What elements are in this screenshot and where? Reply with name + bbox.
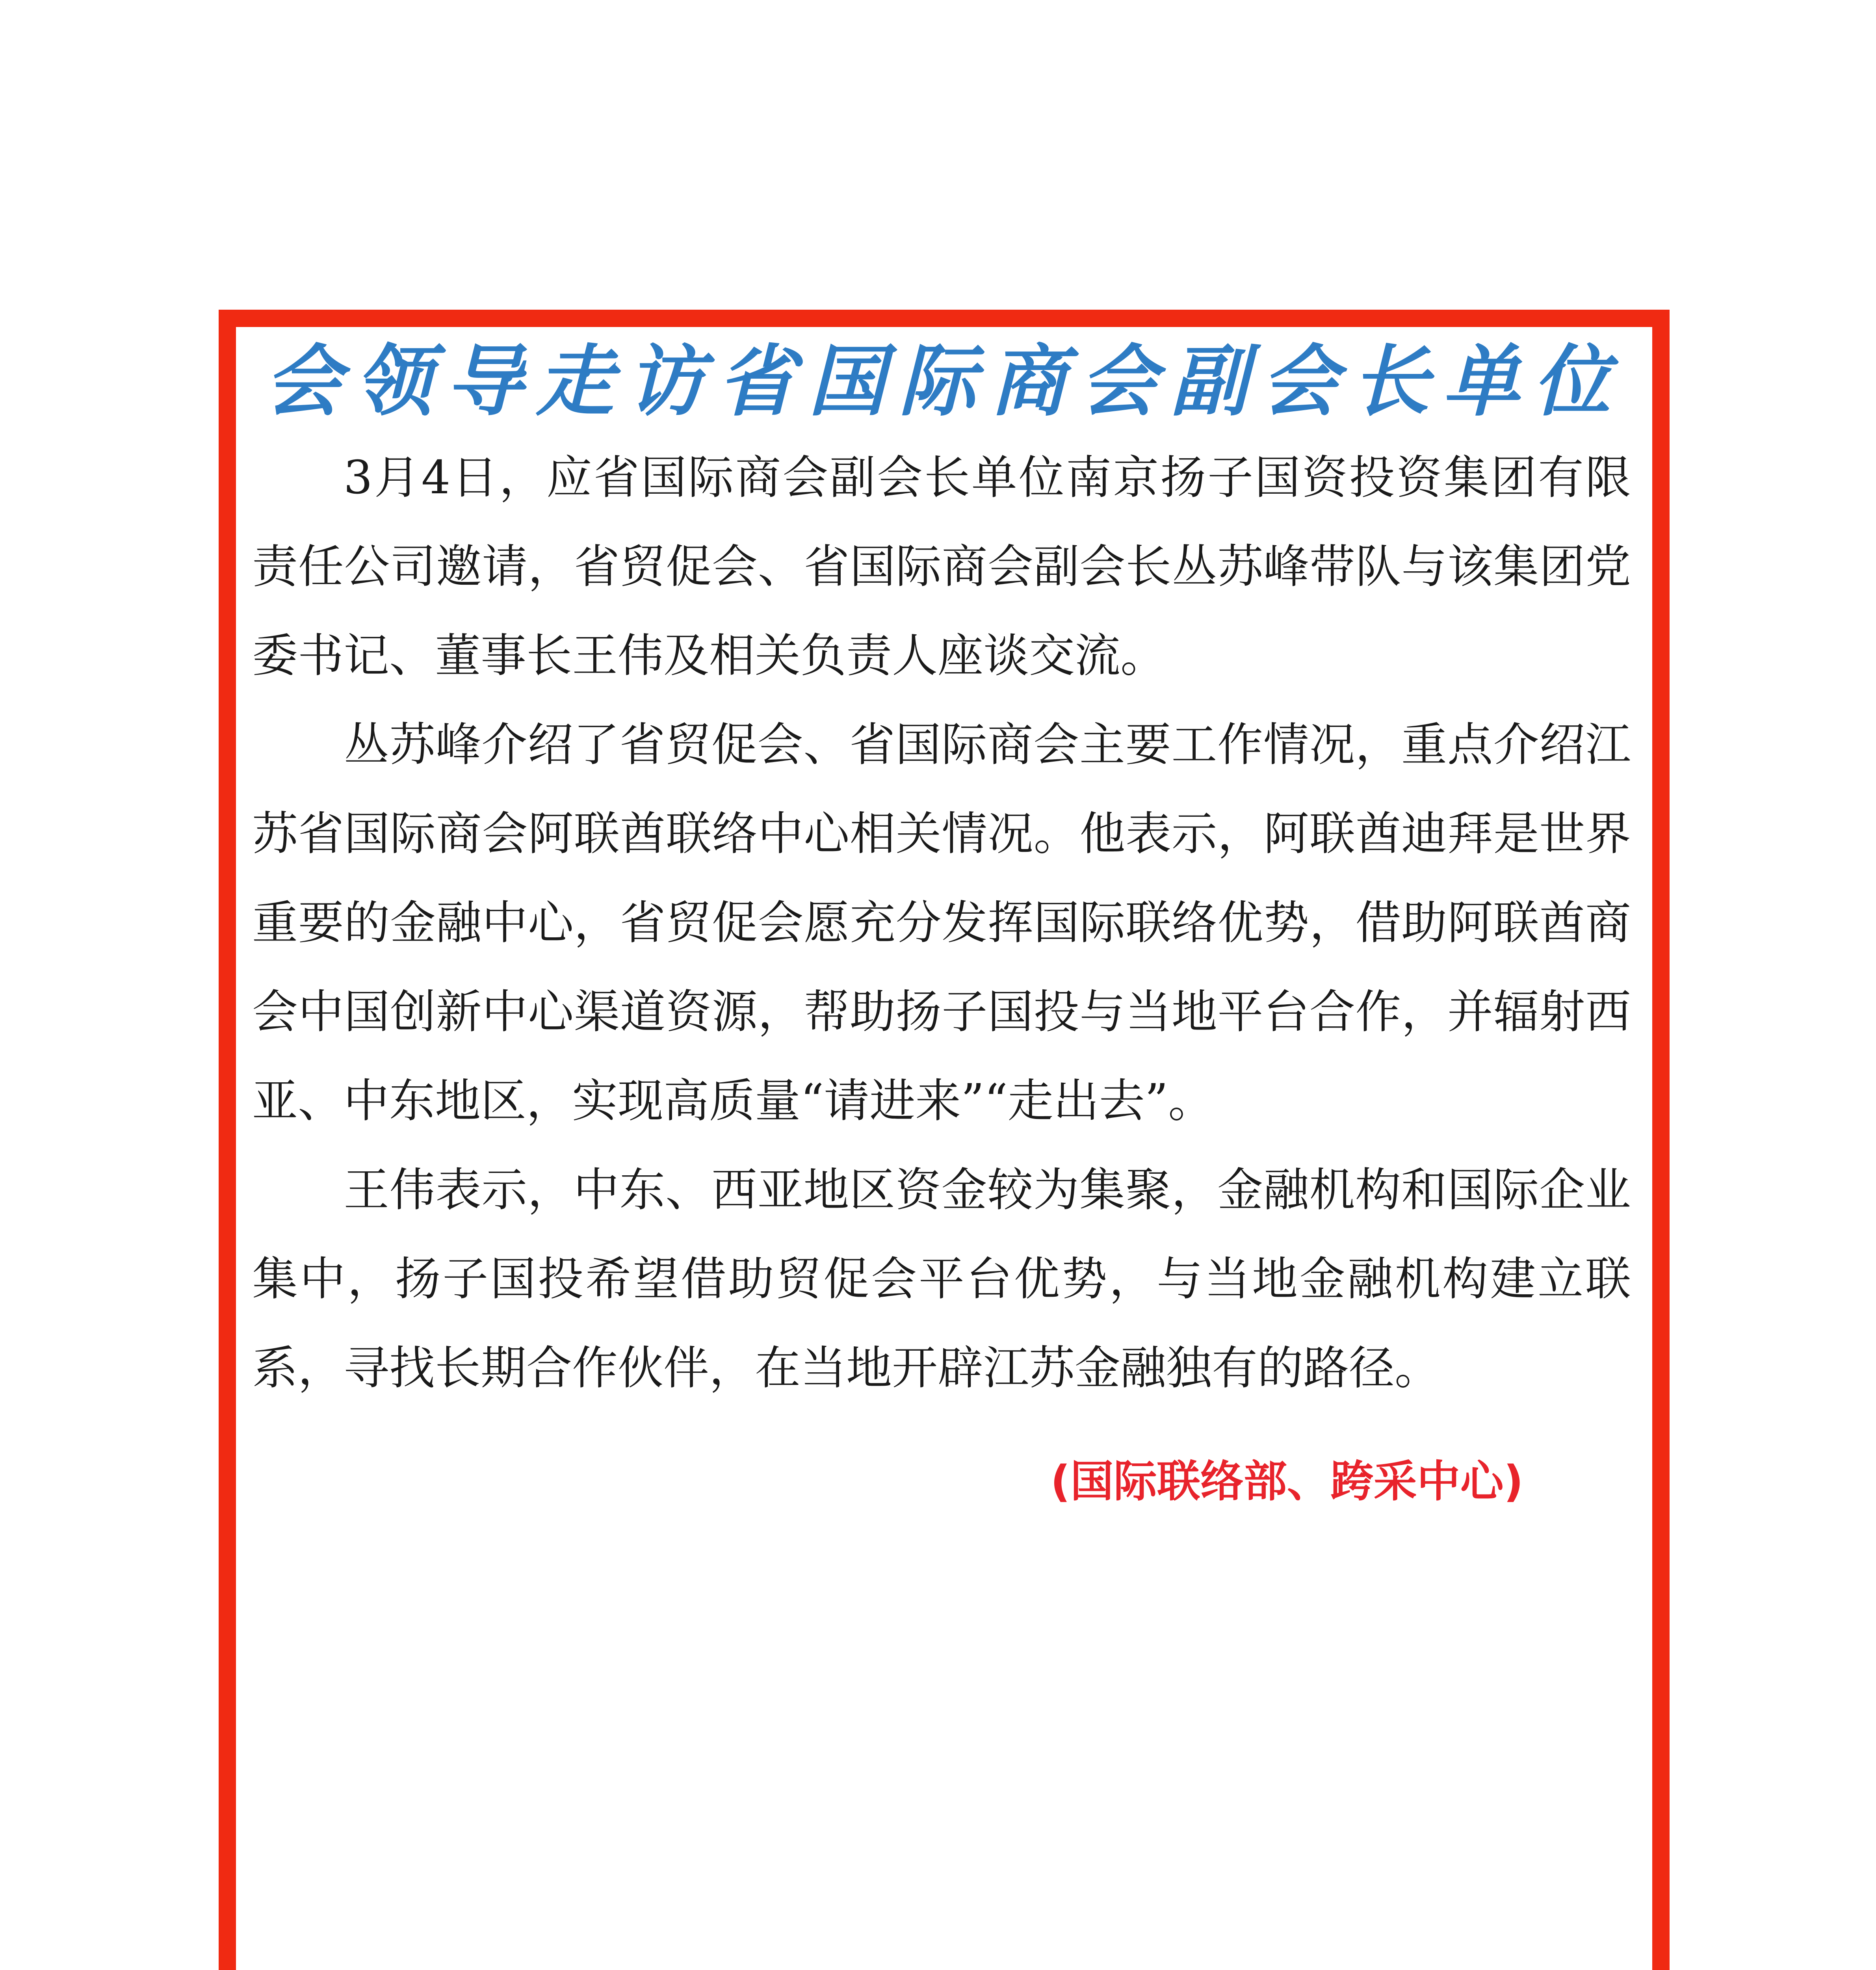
paragraph-2: 丛苏峰介绍了省贸促会、省国际商会主要工作情况，重点介绍江苏省国际商会阿联酋联络中心相关情况。他表示，阿联酋迪拜是世界重要的金融中心，省贸促会愿充分发挥国际联络优势，借助阿联酋商会中国创新中心渠道资源，帮助扬子国投与当地平台合作，并辐射西亚、中东地区，实现高质量“请进来”“走出去”。	[252, 718, 1631, 1128]
source-attribution: (国际联络部、跨采中心)	[1050, 1456, 1523, 1507]
paragraph-3: 王伟表示，中东、西亚地区资金较为集聚，金融机构和国际企业集中，扬子国投希望借助贸促会平台优势，与当地金融机构建立联系，寻找长期合作伙伴，在当地开辟江苏金融独有的路径。	[252, 1163, 1631, 1395]
article-title: 会领导走访省国际商会副会长单位	[264, 336, 1624, 427]
article-body	[252, 433, 1631, 1413]
paragraph-1: 3月4日，应省国际商会副会长单位南京扬子国资投资集团有限责任公司邀请，省贸促会、省国际商会副会长丛苏峰带队与该集团党委书记、董事长王伟及相关负责人座谈交流。	[252, 451, 1631, 682]
